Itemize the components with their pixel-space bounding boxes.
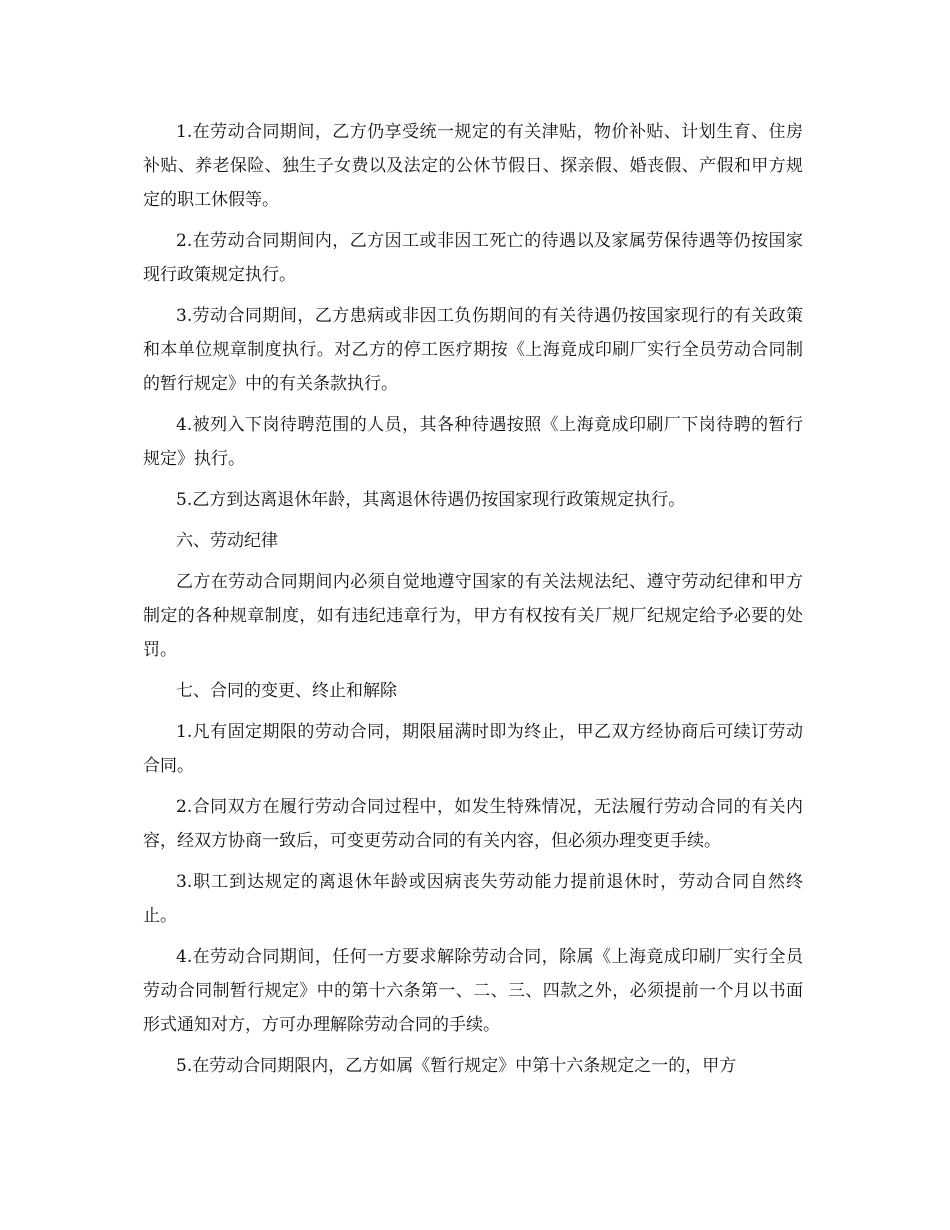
discipline-clause: 乙方在劳动合同期间内必须自觉地遵守国家的有关法规法纪、遵守劳动纪律和甲方制定的各种规章制度，如有违纪违章行为，甲方有权按有关厂规厂纪规定给予必要的处罚。 [143, 572, 803, 660]
contract-clause-4: 4.在劳动合同期间，任何一方要求解除劳动合同，除属《上海竟成印刷厂实行全员劳动合同制暂行规定》中的第十六条第一、二、三、四款之外，必须提前一个月以书面形式通知对方，方可办理解除劳动合同的手续。 [143, 947, 803, 1035]
contract-clause-3: 3.职工到达规定的离退休年龄或因病丧失劳动能力提前退休时，劳动合同自然终止。 [143, 872, 803, 926]
contract-clause-1: 1.凡有固定期限的劳动合同，期限届满时即为终止，甲乙双方经协商后可续订劳动合同。 [143, 722, 803, 776]
section-heading-contract-changes: 七、合同的变更、终止和解除 [176, 681, 397, 701]
benefits-clause-3: 3.劳动合同期间，乙方患病或非因工负伤期间的有关待遇仍按国家现行的有关政策和本单位规章制度执行。对乙方的停工医疗期按《上海竟成印刷厂实行全员劳动合同制的暂行规定》中的有关条款执行。 [143, 306, 803, 394]
benefits-clause-5: 5.乙方到达离退休年龄，其离退休待遇仍按国家现行政策规定执行。 [176, 490, 686, 510]
contract-clause-5: 5.在劳动合同期限内，乙方如属《暂行规定》中第十六条规定之一的，甲方 [176, 1056, 737, 1076]
section-heading-discipline: 六、劳动纪律 [176, 531, 278, 551]
document-body [143, 115, 803, 1090]
benefits-clause-1: 1.在劳动合同期间，乙方仍享受统一规定的有关津贴，物价补贴、计划生育、住房补贴、养老保险、独生子女费以及法定的公休节假日、探亲假、婚丧假、产假和甲方规定的职工休假等。 [143, 122, 803, 210]
contract-clause-2: 2.合同双方在履行劳动合同过程中，如发生特殊情况，无法履行劳动合同的有关内容，经双方协商一致后，可变更劳动合同的有关内容，但必须办理变更手续。 [143, 797, 803, 851]
benefits-clause-2: 2.在劳动合同期间内，乙方因工或非因工死亡的待遇以及家属劳保待遇等仍按国家现行政策规定执行。 [143, 231, 803, 285]
benefits-clause-4: 4.被列入下岗待聘范围的人员，其各种待遇按照《上海竟成印刷厂下岗待聘的暂行规定》执行。 [143, 415, 803, 469]
